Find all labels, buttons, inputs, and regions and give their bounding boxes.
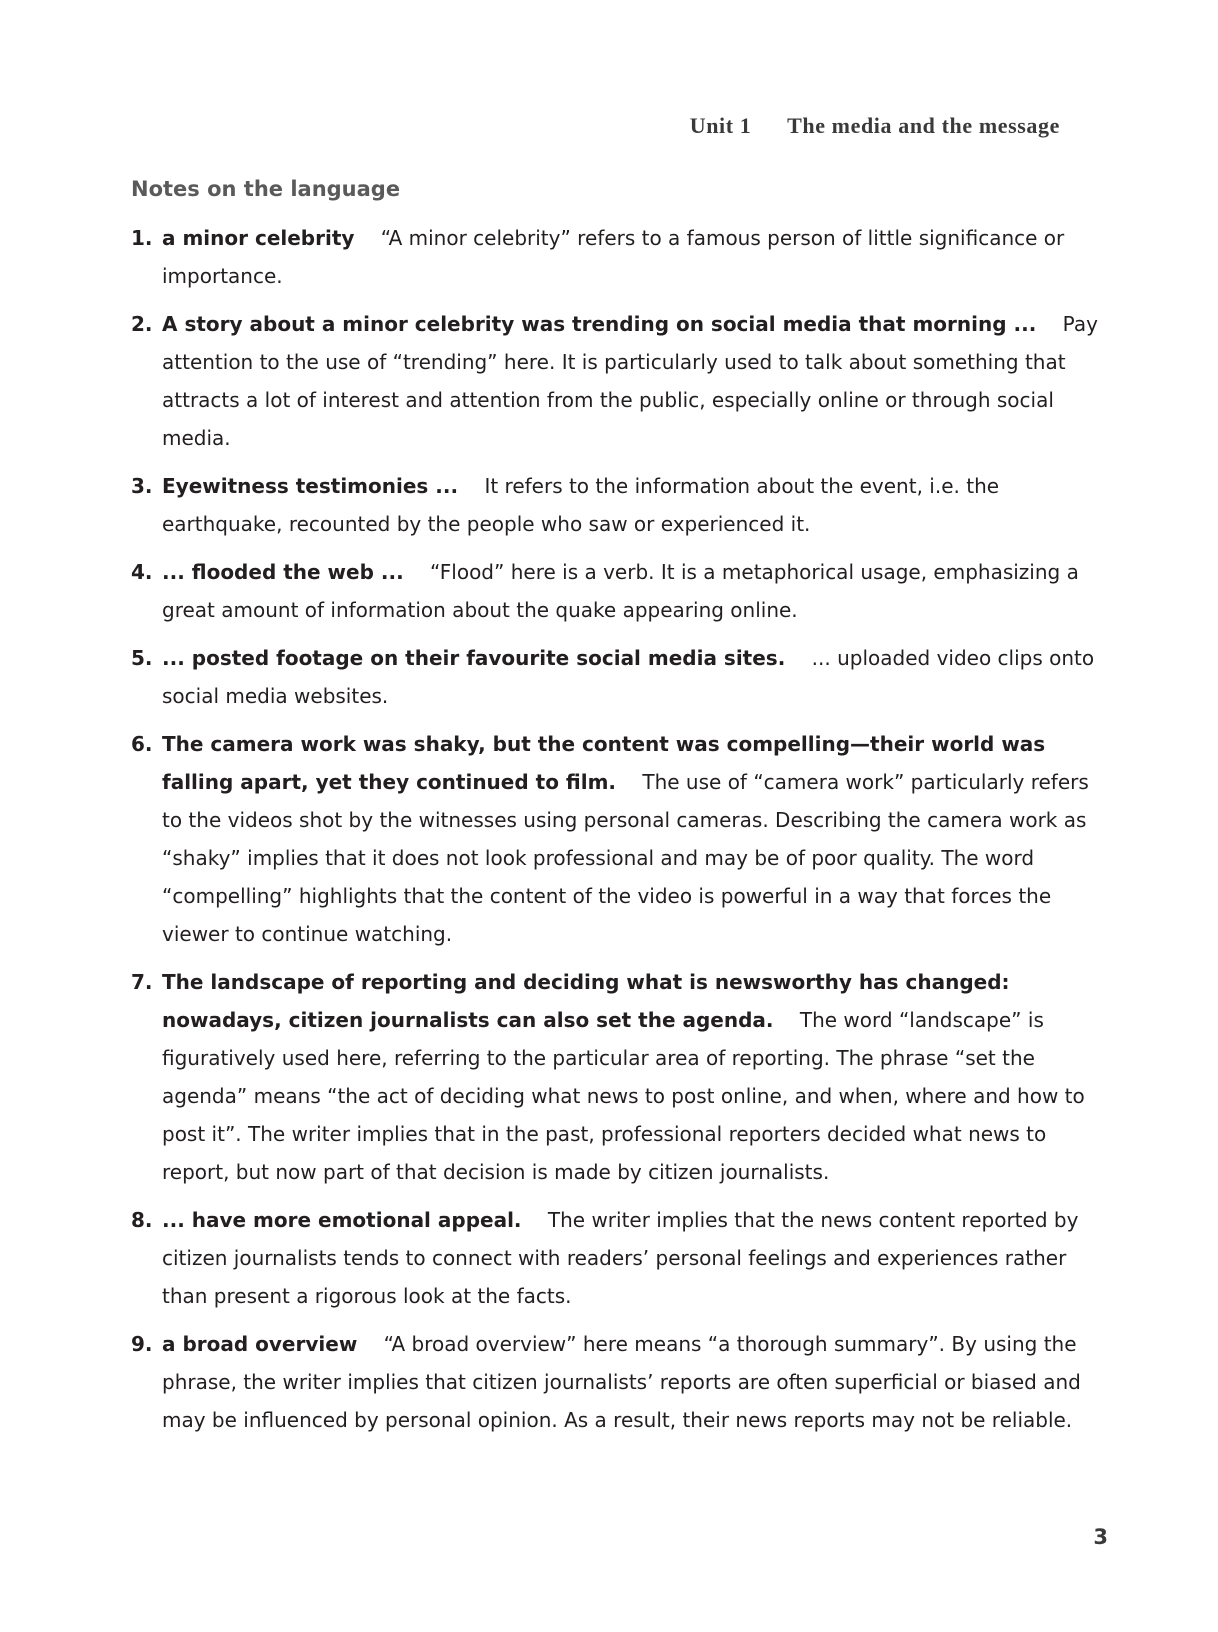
note-item [131,963,1111,1191]
note-term: The camera work was shaky, but the content was compelling—their world was falling apart, yet they continued to film. [162,732,1046,794]
note-explanation: Pay attention to the use of “trending” here. It is particularly used to talk about something that attracts a lot of interest and attention from the public, especially online or through social media. [162,312,1098,450]
note-term: a broad overview [162,1332,358,1356]
note-item [131,467,1111,543]
note-item [131,305,1111,457]
note-number: 8. [131,1208,153,1232]
note-term: ... flooded the web ... [162,560,404,584]
note-explanation: “A minor celebrity” refers to a famous person of little significance or importance. [162,226,1065,288]
note-explanation: The word “landscape” is figuratively used here, referring to the particular area of reporting. The phrase “set the agenda” means “the act of deciding what news to post online, and when, where and how to post it”. The writer implies that in the past, professional reporters decided what news to report, but now part of that decision is made by citizen journalists. [162,1008,1085,1184]
note-term: a minor celebrity [162,226,355,250]
note-number: 6. [131,732,153,756]
note-item [131,639,1111,715]
note-item [131,553,1111,629]
note-item [131,1201,1111,1315]
note-number: 7. [131,970,153,994]
note-number: 5. [131,646,153,670]
note-explanation: “Flood” here is a verb. It is a metaphorical usage, emphasizing a great amount of information about the quake appearing online. [162,560,1079,622]
note-explanation: It refers to the information about the event, i.e. the earthquake, recounted by the people who saw or experienced it. [162,474,1000,536]
note-number: 9. [131,1332,153,1356]
note-number: 4. [131,560,153,584]
running-header [690,113,1060,139]
notes-list [131,219,1111,1449]
note-explanation: “A broad overview” here means “a thorough summary”. By using the phrase, the writer implies that citizen journalists’ reports are often superficial or biased and may be influenced by personal opinion. As a result, their news reports may not be reliable. [162,1332,1081,1432]
note-item [131,725,1111,953]
note-explanation: ... uploaded video clips onto social media websites. [162,646,1095,708]
note-number: 2. [131,312,153,336]
section-heading: Notes on the language [131,177,401,201]
note-explanation: The use of “camera work” particularly refers to the videos shot by the witnesses using personal cameras. Describing the camera work as “shaky” implies that it does not look professional and may be of poor quality. The word “compelling” highlights that the content of the video is powerful in a way that forces the viewer to continue watching. [162,770,1089,946]
note-explanation: The writer implies that the news content reported by citizen journalists tends to connect with readers’ personal feelings and experiences rather than present a rigorous look at the facts. [162,1208,1079,1308]
note-term: A story about a minor celebrity was trending on social media that morning ... [162,312,1037,336]
note-term: The landscape of reporting and deciding what is newsworthy has changed: nowadays, citizen journalists can also set the agenda. [162,970,1010,1032]
unit-title: The media and the message [787,113,1060,138]
note-number: 1. [131,226,153,250]
note-term: ... have more emotional appeal. [162,1208,522,1232]
note-item [131,1325,1111,1439]
note-item [131,219,1111,295]
note-term: Eyewitness testimonies ... [162,474,459,498]
note-term: ... posted footage on their favourite social media sites. [162,646,786,670]
note-number: 3. [131,474,153,498]
unit-label: Unit 1 [689,113,752,138]
page-number: 3 [1093,1525,1108,1549]
